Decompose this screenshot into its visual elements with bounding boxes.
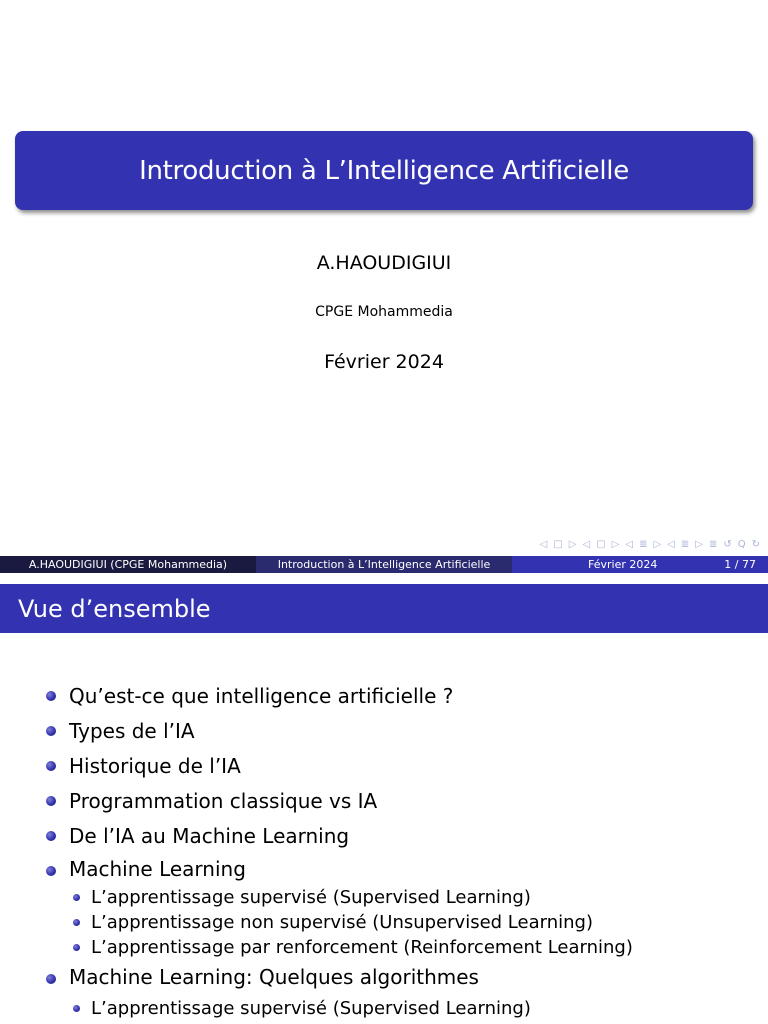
list-item-label: Machine Learning: Quelques algorithmes [69,965,479,989]
list-item-label: Programmation classique vs IA [69,789,378,813]
search-icon[interactable]: Q [737,539,746,550]
slide-separator [0,573,768,584]
presentation-title: Introduction à L’Intelligence Artificielle [139,155,629,186]
frame-icon[interactable]: ▢ [596,539,606,550]
list-item-label: Types de l’IA [69,719,195,743]
prev-subsection-icon[interactable]: ◁ [625,539,634,550]
sublist-item-label: L’apprentissage supervisé (Supervised Learning) [91,887,531,908]
footline-title: Introduction à L’Intelligence Artificielle [256,556,512,573]
footline [0,556,768,573]
forward-icon[interactable]: ↻ [751,539,760,550]
footline-date: Février 2024 [588,558,658,571]
sublist-item-label: L’apprentissage non supervisé (Unsupervised Learning) [91,912,593,933]
sublist-item-label: L’apprentissage supervisé (Supervised Learning) [91,998,531,1019]
list-item [0,749,453,784]
list-item-label: Machine Learning [69,857,246,881]
prev-slide-icon[interactable]: ◁ [539,539,548,550]
subsection-icon[interactable]: ≣ [639,539,648,550]
list-item-label: Qu’est-ce que intelligence artificielle ? [69,684,454,708]
next-section-icon[interactable]: ▷ [695,539,703,550]
bullet-icon [46,974,56,984]
ml-sublist [0,885,633,960]
bullet-icon [46,761,56,771]
outline-list-continued [0,962,479,993]
frame-title: Vue d’ensemble [0,584,768,633]
list-item [0,784,453,819]
bullet-icon [46,831,56,841]
document-icon[interactable]: ≣ [708,539,718,550]
algo-sublist [0,996,531,1021]
slide-icon[interactable]: □ [553,539,563,550]
list-item-label: De l’IA au Machine Learning [69,824,350,848]
bullet-icon [73,944,80,951]
footline-page-number: 1 / 77 [724,558,756,571]
list-item [0,854,453,885]
next-subsection-icon[interactable]: ▷ [653,539,662,550]
sublist-item-label: L’apprentissage par renforcement (Reinforcement Learning) [91,937,633,958]
sublist-item [0,885,633,910]
title-banner [15,131,753,210]
back-icon[interactable]: ↺ [723,539,732,550]
footline-date-page [512,556,768,573]
list-item-label: Historique de l’IA [69,754,241,778]
beamer-navigation-bar [540,538,760,552]
footline-author: A.HAOUDIGIUI (CPGE Mohammedia) [0,556,256,573]
bullet-icon [46,691,56,701]
author-name: A.HAOUDIGIUI [316,252,452,274]
sublist-item [0,996,531,1021]
list-item [0,714,453,749]
prev-section-icon[interactable]: ◁ [667,539,675,550]
bullet-icon [73,919,80,926]
bullet-icon [73,1005,80,1012]
list-item [0,962,479,993]
bullet-icon [46,866,56,876]
list-item [0,679,453,714]
list-item [0,819,453,854]
institute-name: CPGE Mohammedia [315,304,453,320]
bullet-icon [73,894,80,901]
next-frame-icon[interactable]: ▷ [611,539,620,550]
next-slide-icon[interactable]: ▷ [568,539,577,550]
bullet-icon [46,796,56,806]
section-icon[interactable]: ≣ [680,539,690,550]
sublist-item [0,935,633,960]
prev-frame-icon[interactable]: ◁ [582,539,591,550]
sublist-item [0,910,633,935]
outline-list [0,679,453,885]
presentation-date: Février 2024 [324,351,444,373]
bullet-icon [46,726,56,736]
